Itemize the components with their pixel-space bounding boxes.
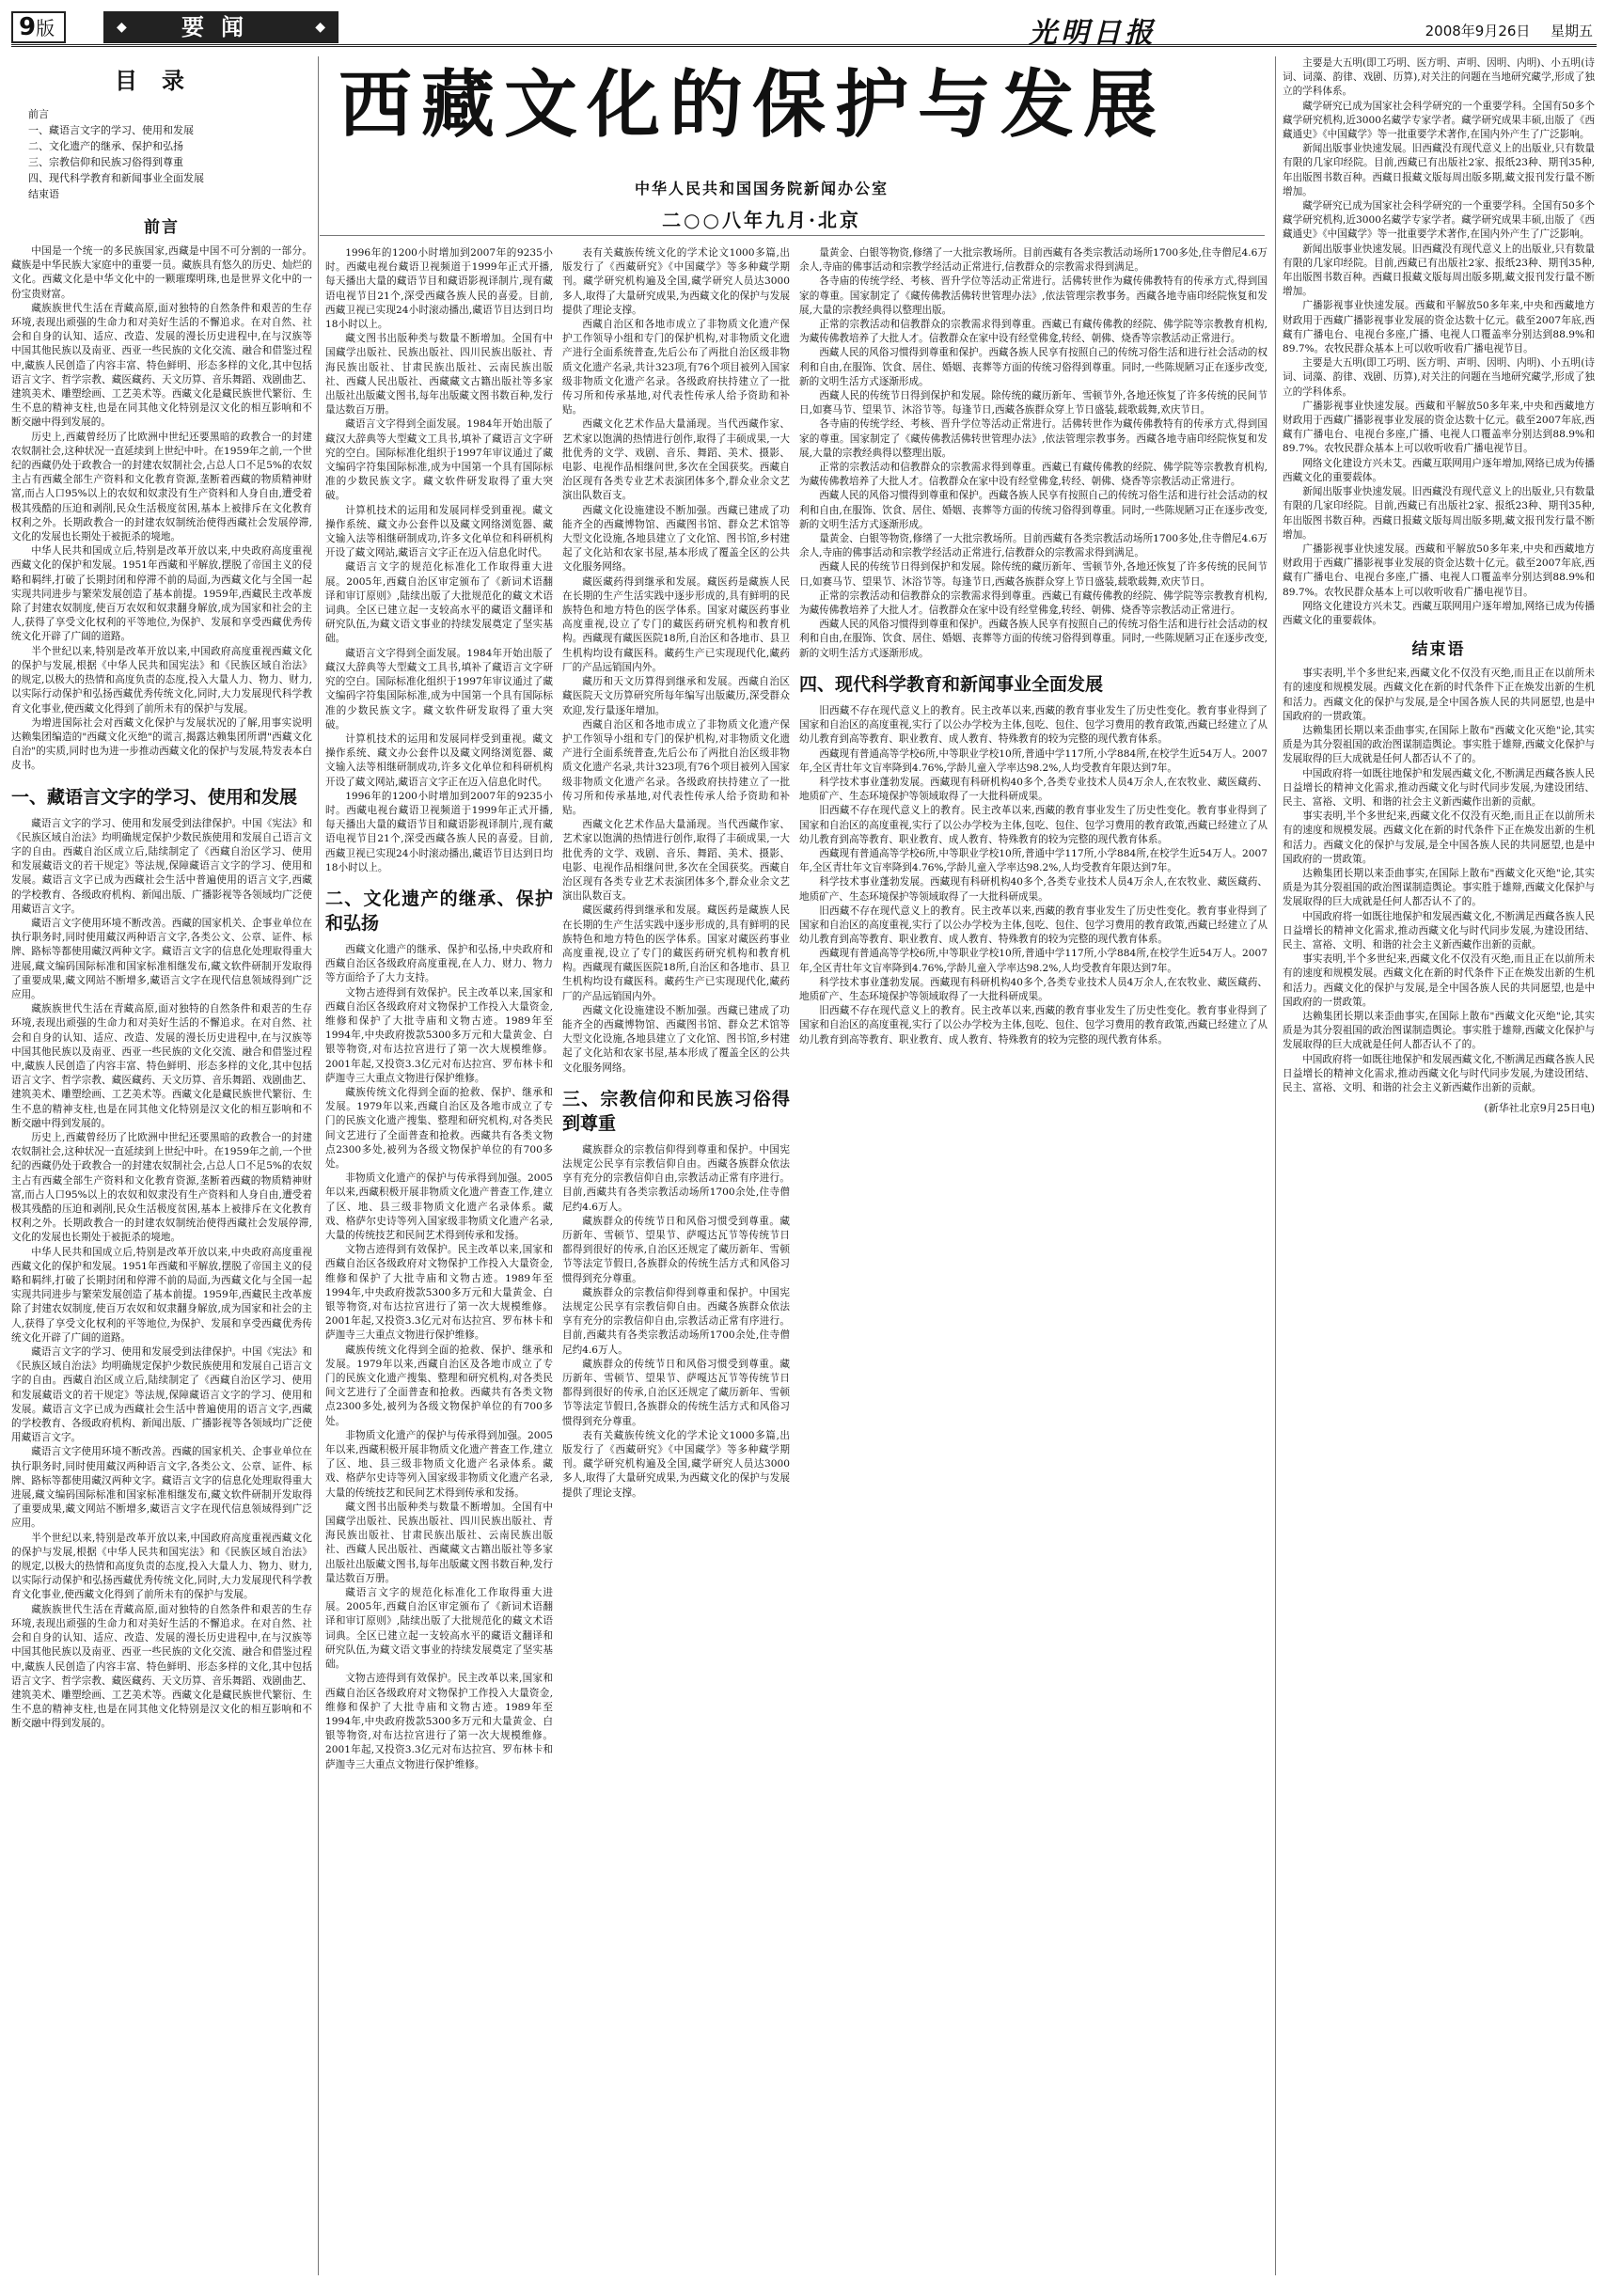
paragraph: 计算机技术的运用和发展同样受到重视。藏文操作系统、藏文办公套件以及藏文网络浏览器、藏文输入法等相继研制成功,许多文化单位和科研机构开设了藏文网站,藏语言文字正在迈入信息化时代。 bbox=[325, 732, 553, 788]
paragraph: 网络文化建设方兴未艾。西藏互联网用户逐年增加,网络已成为传播西藏文化的重要载体。 bbox=[1283, 457, 1595, 483]
paragraph: 文物古迹得到有效保护。民主改革以来,国家和西藏自治区各级政府对文物保护工作投入大量资金,维修和保护了大批寺庙和文物古迹。1989年至1994年,中央政府拨款5300多万元和大量黄金、白银等物资,对布达拉宫进行了第一次大规模维修。2001年起,又投资3.3亿元对布达拉宫、罗布林卡和萨迦寺三大重点文物进行保护维修。 bbox=[325, 1244, 553, 1342]
paragraph: 达赖集团长期以来歪曲事实,在国际上散布"西藏文化灭绝"论,其实质是为其分裂祖国的政治图谋制造舆论。事实胜于雄辩,西藏文化保护与发展取得的巨大成就是任何人都否认不了的。 bbox=[1283, 724, 1595, 765]
paragraph: 旧西藏不存在现代意义上的教育。民主改革以来,西藏的教育事业发生了历史性变化。教育事业得到了国家和自治区的高度重视,实行了以公办学校为主体,包吃、包住、包学习费用的教育政策,西藏已经建立了从幼儿教育到高等教育、职业教育、成人教育、特殊教育的较为完整的现代教育体系。 bbox=[799, 805, 1267, 845]
headline-divider bbox=[320, 235, 1265, 236]
paragraph: 藏语言文字的学习、使用和发展受到法律保护。中国《宪法》和《民族区域自治法》均明确规定保护少数民族使用和发展自己语言文字的自由。西藏自治区成立后,陆续制定了《西藏自治区学习、使用和发展藏语文的若干规定》等法规,保障藏语言文字的学习、使用和发展。藏语言文字已成为西藏社会生活中普遍使用的语言文字,西藏的学校教育、各级政府机构、新闻出版、广播影视等各领域均广泛使用藏语言文字。 bbox=[11, 1346, 312, 1444]
paragraph: 藏族传统文化得到全面的抢救、保护、继承和发展。1979年以来,西藏自治区及各地市成立了专门的民族文化遗产搜集、整理和研究机构,对各类民间文艺进行了全面普查和抢救。西藏共有各类文物点2300多处,被列为各级文物保护单位的有700多处。 bbox=[325, 1344, 553, 1427]
paragraph: 藏族群众的传统节日和风俗习惯受到尊重。藏历新年、雪顿节、望果节、萨嘎达瓦节等传统节日都得到很好的传承,自治区还规定了藏历新年、雪顿节等法定节假日,各族群众的传统生活方式和风俗习惯得到充分尊重。 bbox=[562, 1358, 790, 1427]
paragraph: 藏文图书出版种类与数量不断增加。全国有中国藏学出版社、民族出版社、四川民族出版社、青海民族出版社、甘肃民族出版社、云南民族出版社、西藏人民出版社、西藏藏文古籍出版社等多家出版社出版藏文图书,每年出版藏文图书数百种,发行量达数百万册。 bbox=[325, 333, 553, 417]
paragraph: 藏历和天文历算得到继承和发展。西藏自治区藏医院天文历算研究所每年编写出版藏历,深受群众欢迎,发行量逐年增加。 bbox=[562, 676, 790, 716]
paragraph: 计算机技术的运用和发展同样受到重视。藏文操作系统、藏文办公套件以及藏文网络浏览器、藏文输入法等相继研制成功,许多文化单位和科研机构开设了藏文网站,藏语言文字正在迈入信息化时代。 bbox=[325, 504, 553, 559]
section-heading-1: 一、藏语言文字的学习、使用和发展 bbox=[11, 786, 298, 808]
paragraph: 1996年的1200小时增加到2007年的9235小时。西藏电视台藏语卫视频道于1999年正式开播,每天播出大量的藏语节目和藏语影视译制片,现有藏语电视节目21个,深受西藏各族人民的喜爱。目前,西藏卫视已实现24小时滚动播出,藏语节目达到日均18小时以上。 bbox=[325, 790, 553, 873]
paragraph: 广播影视事业快速发展。西藏和平解放50多年来,中央和西藏地方财政用于西藏广播影视事业发展的资金达数十亿元。截至2007年底,西藏有广播电台、电视台多座,广播、电视人口覆盖率分别达到88.9%和89.7%。农牧民群众基本上可以收听收看广播电视节目。 bbox=[1283, 400, 1595, 455]
paragraph: 为增进国际社会对西藏文化保护与发展状况的了解,用事实说明达赖集团编造的"西藏文化灭绝"的谎言,揭露达赖集团所谓"西藏文化自治"的实质,同时也为进一步推动西藏文化的保护与发展,特发表本白皮书。 bbox=[11, 716, 312, 772]
page-number-value: 9 bbox=[19, 13, 37, 41]
paragraph: 旧西藏不存在现代意义上的教育。民主改革以来,西藏的教育事业发生了历史性变化。教育事业得到了国家和自治区的高度重视,实行了以公办学校为主体,包吃、包住、包学习费用的教育政策,西藏已经建立了从幼儿教育到高等教育、职业教育、成人教育、特殊教育的较为完整的现代教育体系。 bbox=[799, 904, 1267, 946]
column-1 bbox=[11, 56, 312, 2285]
paragraph: 西藏现有普通高等学校6所,中等职业学校10所,普通中学117所,小学884所,在校学生近54万人。2007年,全区青壮年文盲率降到4.76%,学龄儿童入学率达98.2%,人均受教育年限达到7年。 bbox=[799, 948, 1267, 974]
paragraph: 西藏文化设施建设不断加强。西藏已建成了功能齐全的西藏博物馆、西藏图书馆、群众艺术馆等大型文化设施,各地县建立了文化馆、图书馆,乡村建起了文化站和农家书屋,基本形成了覆盖全区的公共文化服务网络。 bbox=[562, 504, 790, 574]
paragraph: 半个世纪以来,特别是改革开放以来,中国政府高度重视西藏文化的保护与发展,根据《中华人民共和国宪法》和《民族区域自治法》的规定,以极大的热情和高度负责的态度,投入大量人力、物力、财力,以实际行动保护和弘扬西藏优秀传统文化,同时,大力发展现代科学教育文化事业,使西藏文化得到了前所未有的保护与发展。 bbox=[11, 645, 312, 715]
paragraph: 各寺庙的传统学经、考核、晋升学位等活动正常进行。活佛转世作为藏传佛教特有的传承方式,得到国家的尊重。国家制定了《藏传佛教活佛转世管理办法》,依法管理宗教事务。西藏各地寺庙印经院恢复和发展,大量的宗教经典得以整理出版。 bbox=[799, 418, 1267, 459]
paragraph: 西藏文化艺术作品大量涌现。当代西藏作家、艺术家以饱满的热情进行创作,取得了丰硕成果,一大批优秀的文学、戏剧、音乐、舞蹈、美术、摄影、电影、电视作品相继问世,多次在全国获奖。西藏自治区现有各类专业艺术表演团体多个,群众业余文艺演出队数百支。 bbox=[562, 418, 790, 502]
toc-item[interactable]: 前言 bbox=[28, 108, 49, 120]
paragraph: 藏语言文字的规范化标准化工作取得重大进展。2005年,西藏自治区审定颁布了《新词术语翻译和审订原则》,陆续出版了大批规范化的藏文术语词典。全区已建立起一支较高水平的藏语文翻译和研究队伍,为藏文语文事业的持续发展奠定了坚实基础。 bbox=[325, 561, 553, 645]
page-number bbox=[11, 11, 66, 43]
paragraph: 正常的宗教活动和信教群众的宗教需求得到尊重。西藏已有藏传佛教的经院、佛学院等宗教教育机构,为藏传佛教培养了大批人才。信教群众在家中设有经堂佛龛,转经、朝佛、烧香等宗教活动正常进行。 bbox=[799, 462, 1267, 488]
paragraph: 事实表明,半个多世纪来,西藏文化不仅没有灭绝,而且正在以前所未有的速度和规模发展。西藏文化在新的时代条件下正在焕发出新的生机和活力。西藏文化的保护与发展,是全中国各族人民的共同愿望,也是中国政府的一贯政策。 bbox=[1283, 810, 1595, 865]
paragraph: 藏语言文字使用环境不断改善。西藏的国家机关、企事业单位在执行职务时,同时使用藏汉两种语言文字,各类公文、公章、证件、标牌、路标等都使用藏汉两种文字。藏语言文字的信息化处理取得重大进展,藏文编码国际标准和国家标准相继发布,藏文软件研制开发取得了重要成果,藏文网站不断增多,藏语言文字在现代信息领域得到广泛应用。 bbox=[11, 1446, 312, 1530]
masthead bbox=[11, 9, 1597, 50]
paragraph: 西藏自治区和各地市成立了非物质文化遗产保护工作领导小组和专门的保护机构,对非物质文化遗产进行全面系统普查,先后公布了两批自治区级非物质文化遗产名录,共计323项,有76个项目被列入国家级非物质文化遗产名录。各级政府扶持建立了一批传习所和传承基地,对代表性传承人给予资助和补贴。 bbox=[562, 718, 790, 816]
section-heading-preface: 前言 bbox=[144, 218, 180, 237]
paragraph: 正常的宗教活动和信教群众的宗教需求得到尊重。西藏已有藏传佛教的经院、佛学院等宗教教育机构,为藏传佛教培养了大批人才。信教群众在家中设有经堂佛龛,转经、朝佛、烧香等宗教活动正常进行。 bbox=[799, 590, 1267, 617]
paragraph: 科学技术事业蓬勃发展。西藏现有科研机构40多个,各类专业技术人员4万余人,在农牧业、藏医藏药、地质矿产、生态环境保护等领域取得了一大批科研成果。 bbox=[799, 776, 1267, 803]
paragraph: 中国政府将一如既往地保护和发展西藏文化,不断满足西藏各族人民日益增长的精神文化需求,推动西藏文化与时代同步发展,为建设团结、民主、富裕、文明、和谐的社会主义新西藏作出新的贡献。 bbox=[1283, 910, 1595, 951]
paragraph: 半个世纪以来,特别是改革开放以来,中国政府高度重视西藏文化的保护与发展,根据《中华人民共和国宪法》和《民族区域自治法》的规定,以极大的热情和高度负责的态度,投入大量人力、物力、财力,以实际行动保护和弘扬西藏优秀传统文化,同时,大力发展现代科学教育文化事业,使西藏文化得到了前所未有的保护与发展。 bbox=[11, 1532, 312, 1601]
article-author: 中华人民共和国国务院新闻办公室 bbox=[634, 180, 889, 197]
page-unit: 版 bbox=[36, 17, 55, 39]
column-3 bbox=[562, 246, 790, 2285]
paragraph: 广播影视事业快速发展。西藏和平解放50多年来,中央和西藏地方财政用于西藏广播影视事业发展的资金达数十亿元。截至2007年底,西藏有广播电台、电视台多座,广播、电视人口覆盖率分别达到88.9%和89.7%。农牧民群众基本上可以收听收看广播电视节目。 bbox=[1283, 300, 1595, 355]
paragraph: 表有关藏族传统文化的学术论文1000多篇,出版发行了《西藏研究》《中国藏学》等多种藏学期刊。藏学研究机构遍及全国,藏学研究人员达3000多人,取得了大量研究成果,为西藏文化的保护与发展提供了理论支撑。 bbox=[562, 247, 790, 316]
section-heading-conclusion: 结束语 bbox=[1411, 640, 1466, 660]
paragraph: 藏族族世代生活在青藏高原,面对独特的自然条件和艰苦的生存环境,表现出顽强的生命力和对美好生活的不懈追求。在对自然、社会和自身的认知、适应、改造、发展的漫长历史进程中,在与汉族等中国其他民族以及南亚、西亚一些民族的文化交流、融合和借鉴过程中,藏族人民创造了内容丰富、特色鲜明、形态多样的文化,其中包括语言文字、哲学宗教、藏医藏药、天文历算、音乐舞蹈、戏剧曲艺、建筑美术、雕塑绘画、工艺美术等。西藏文化是藏民族世代繁衍、生生不息的精神支柱,也是在同其他文化特别是汉文化的相互影响和不断交融中得到发展的。 bbox=[11, 1603, 312, 1730]
column-4 bbox=[799, 246, 1267, 2285]
paragraph: 藏医藏药得到继承和发展。藏医药是藏族人民在长期的生产生活实践中逐步形成的,具有鲜明的民族特色和地方特色的医学体系。国家对藏医药事业高度重视,设立了专门的藏医药研究机构和教育机构。西藏现有藏医医院18所,自治区和各地市、县卫生机构均设有藏医科。藏药生产已实现现代化,藏药厂的产品远销国内外。 bbox=[562, 575, 790, 673]
toc-title: 目录 bbox=[115, 67, 209, 94]
article-title: 西藏文化的保护与发展 bbox=[338, 62, 1166, 148]
paragraph: 西藏文化遗产的继承、保护和弘扬,中央政府和西藏自治区各级政府高度重视,在人力、财力、物力等方面给予了大力支持。 bbox=[325, 943, 553, 984]
paragraph: 西藏自治区和各地市成立了非物质文化遗产保护工作领导小组和专门的保护机构,对非物质文化遗产进行全面系统普查,先后公布了两批自治区级非物质文化遗产名录,共计323项,有76个项目被列入国家级非物质文化遗产名录。各级政府扶持建立了一批传习所和传承基地,对代表性传承人给予资助和补贴。 bbox=[562, 319, 790, 417]
toc-item[interactable]: 二、文化遗产的继承、保护和弘扬 bbox=[28, 140, 183, 152]
table-of-contents bbox=[11, 106, 312, 202]
section-heading-4: 四、现代科学教育和新闻事业全面发展 bbox=[799, 673, 1104, 695]
paragraph: 量黄金、白银等物资,修缮了一大批宗教场所。目前西藏有各类宗教活动场所1700多处,住寺僧尼4.6万余人,寺庙的佛事活动和宗教学经活动正常进行,信教群众的宗教需求得到满足。 bbox=[799, 533, 1267, 559]
paragraph: 历史上,西藏曾经历了比欧洲中世纪还要黑暗的政教合一的封建农奴制社会,这种状况一直延续到上世纪中叶。在1959年之前,一个世纪的西藏仍处于政教合一的封建农奴制社会,占总人口不足5%的农奴主占有西藏全部生产资料和文化教育资源,垄断着西藏的物质精神财富,而占人口95%以上的农奴和奴隶没有生产资料和人身自由,遭受着极其残酷的压迫和剥削,民众生活极度贫困,基本上被排斥在文化教育权利之外。长期政教合一的封建农奴制统治使得西藏社会发展停滞,文化的发展也长期处于被扼杀的境地。 bbox=[11, 431, 312, 543]
paragraph: 旧西藏不存在现代意义上的教育。民主改革以来,西藏的教育事业发生了历史性变化。教育事业得到了国家和自治区的高度重视,实行了以公办学校为主体,包吃、包住、包学习费用的教育政策,西藏已经建立了从幼儿教育到高等教育、职业教育、成人教育、特殊教育的较为完整的现代教育体系。 bbox=[799, 1005, 1267, 1046]
paragraph: 非物质文化遗产的保护与传承得到加强。2005年以来,西藏积极开展非物质文化遗产普查工作,建立了区、地、县三级非物质文化遗产名录体系。藏戏、格萨尔史诗等列入国家级非物质文化遗产名录,大量的传统技艺和民间艺术得到传承和发扬。 bbox=[325, 1429, 553, 1499]
paragraph: 中华人民共和国成立后,特别是改革开放以来,中央政府高度重视西藏文化的保护和发展。1951年西藏和平解放,摆脱了帝国主义的侵略和羁绊,打破了长期封闭和停滞不前的局面,为西藏文化与全国一起实现共同进步与繁荣发展创造了基本前提。1959年,西藏民主改革废除了封建农奴制度,使百万农奴和奴隶翻身解放,成为国家和社会的主人,获得了享受文化权利的平等地位,为保护、发展和享受西藏优秀传统文化开辟了广阔的道路。 bbox=[11, 1246, 312, 1344]
paragraph: 文物古迹得到有效保护。民主改革以来,国家和西藏自治区各级政府对文物保护工作投入大量资金,维修和保护了大批寺庙和文物古迹。1989年至1994年,中央政府拨款5300多万元和大量黄金、白银等物资,对布达拉宫进行了第一次大规模维修。2001年起,又投资3.3亿元对布达拉宫、罗布林卡和萨迦寺三大重点文物进行保护维修。 bbox=[325, 1673, 553, 1770]
paragraph: 量黄金、白银等物资,修缮了一大批宗教场所。目前西藏有各类宗教活动场所1700多处,住寺僧尼4.6万余人,寺庙的佛事活动和宗教学经活动正常进行,信教群众的宗教需求得到满足。 bbox=[799, 247, 1267, 274]
column-5 bbox=[1283, 56, 1595, 2285]
column-divider bbox=[318, 56, 319, 2275]
newspaper-logo: 光明日报 bbox=[1029, 17, 1157, 50]
paragraph: 藏族群众的宗教信仰得到尊重和保护。中国宪法规定公民享有宗教信仰自由。西藏各族群众依法享有充分的宗教信仰自由,宗教活动正常有序进行。目前,西藏共有各类宗教活动场所1700余处,住寺僧尼约4.6万人。 bbox=[562, 1143, 790, 1213]
paragraph: 主要是大五明(即工巧明、医方明、声明、因明、内明)、小五明(诗词、词藻、韵律、戏剧、历算),对关注的问题在当地研究藏学,形成了独立的学科体系。 bbox=[1283, 357, 1595, 398]
paragraph: 广播影视事业快速发展。西藏和平解放50多年来,中央和西藏地方财政用于西藏广播影视事业发展的资金达数十亿元。截至2007年底,西藏有广播电台、电视台多座,广播、电视人口覆盖率分别达到88.9%和89.7%。农牧民群众基本上可以收听收看广播电视节目。 bbox=[1283, 543, 1595, 598]
issue-date bbox=[1425, 21, 1593, 40]
section-heading-2: 二、文化遗产的继承、保护和弘扬 bbox=[325, 888, 553, 934]
paragraph: 西藏人民的风俗习惯得到尊重和保护。西藏各族人民享有按照自己的传统习俗生活和进行社会活动的权利和自由,在服饰、饮食、居住、婚姻、丧葬等方面的传统习俗得到尊重。同时,一些陈规陋习正在逐步改变,新的文明生活方式逐渐形成。 bbox=[799, 490, 1267, 530]
paragraph: 科学技术事业蓬勃发展。西藏现有科研机构40多个,各类专业技术人员4万余人,在农牧业、藏医藏药、地质矿产、生态环境保护等领域取得了一大批科研成果。 bbox=[799, 976, 1267, 1002]
paragraph: 中华人民共和国成立后,特别是改革开放以来,中央政府高度重视西藏文化的保护和发展。1951年西藏和平解放,摆脱了帝国主义的侵略和羁绊,打破了长期封闭和停滞不前的局面,为西藏文化与全国一起实现共同进步与繁荣发展创造了基本前提。1959年,西藏民主改革废除了封建农奴制度,使百万农奴和奴隶翻身解放,成为国家和社会的主人,获得了享受文化权利的平等地位,为保护、发展和享受西藏优秀传统文化开辟了广阔的道路。 bbox=[11, 545, 312, 643]
column-divider bbox=[1275, 56, 1276, 2275]
paragraph: 事实表明,半个多世纪来,西藏文化不仅没有灭绝,而且正在以前所未有的速度和规模发展。西藏文化在新的时代条件下正在焕发出新的生机和活力。西藏文化的保护与发展,是全中国各族人民的共同愿望,也是中国政府的一贯政策。 bbox=[1283, 668, 1595, 722]
paragraph: 新闻出版事业快速发展。旧西藏没有现代意义上的出版业,只有数量有限的几家印经院。目前,西藏已有出版社2家、报纸23种、期刊35种,年出版图书数百种。西藏日报藏文版每周出版多期,藏文报刊发行量不断增加。 bbox=[1283, 486, 1595, 541]
paragraph: 表有关藏族传统文化的学术论文1000多篇,出版发行了《西藏研究》《中国藏学》等多种藏学期刊。藏学研究机构遍及全国,藏学研究人员达3000多人,取得了大量研究成果,为西藏文化的保护与发展提供了理论支撑。 bbox=[562, 1429, 790, 1499]
paragraph: 藏族群众的宗教信仰得到尊重和保护。中国宪法规定公民享有宗教信仰自由。西藏各族群众依法享有充分的宗教信仰自由,宗教活动正常有序进行。目前,西藏共有各类宗教活动场所1700余处,住寺僧尼约4.6万人。 bbox=[562, 1286, 790, 1356]
paragraph: 各寺庙的传统学经、考核、晋升学位等活动正常进行。活佛转世作为藏传佛教特有的传承方式,得到国家的尊重。国家制定了《藏传佛教活佛转世管理办法》,依法管理宗教事务。西藏各地寺庙印经院恢复和发展,大量的宗教经典得以整理出版。 bbox=[799, 275, 1267, 316]
paragraph: 藏文图书出版种类与数量不断增加。全国有中国藏学出版社、民族出版社、四川民族出版社、青海民族出版社、甘肃民族出版社、云南民族出版社、西藏人民出版社、西藏藏文古籍出版社等多家出版社出版藏文图书,每年出版藏文图书数百种,发行量达数百万册。 bbox=[325, 1501, 553, 1584]
paragraph: 西藏人民的传统节日得到保护和发展。除传统的藏历新年、雪顿节外,各地还恢复了许多传统的民间节日,如赛马节、望果节、沐浴节等。每逢节日,西藏各族群众穿上节日盛装,载歌载舞,欢庆节日。 bbox=[799, 561, 1267, 588]
paragraph: 旧西藏不存在现代意义上的教育。民主改革以来,西藏的教育事业发生了历史性变化。教育事业得到了国家和自治区的高度重视,实行了以公办学校为主体,包吃、包住、包学习费用的教育政策,西藏已经建立了从幼儿教育到高等教育、职业教育、成人教育、特殊教育的较为完整的现代教育体系。 bbox=[799, 704, 1267, 746]
paragraph: 藏族群众的传统节日和风俗习惯受到尊重。藏历新年、雪顿节、望果节、萨嘎达瓦节等传统节日都得到很好的传承,自治区还规定了藏历新年、雪顿节等法定节假日,各族群众的传统生活方式和风俗习惯得到充分尊重。 bbox=[562, 1215, 790, 1284]
paragraph: 藏语言文字的规范化标准化工作取得重大进展。2005年,西藏自治区审定颁布了《新词术语翻译和审订原则》,陆续出版了大批规范化的藏文术语词典。全区已建立起一支较高水平的藏语文翻译和研究队伍,为藏文语文事业的持续发展奠定了坚实基础。 bbox=[325, 1587, 553, 1671]
paragraph: 科学技术事业蓬勃发展。西藏现有科研机构40多个,各类专业技术人员4万余人,在农牧业、藏医藏药、地质矿产、生态环境保护等领域取得了一大批科研成果。 bbox=[799, 876, 1267, 903]
paragraph: 事实表明,半个多世纪来,西藏文化不仅没有灭绝,而且正在以前所未有的速度和规模发展。西藏文化在新的时代条件下正在焕发出新的生机和活力。西藏文化的保护与发展,是全中国各族人民的共同愿望,也是中国政府的一贯政策。 bbox=[1283, 953, 1595, 1008]
paragraph: 藏医藏药得到继承和发展。藏医药是藏族人民在长期的生产生活实践中逐步形成的,具有鲜明的民族特色和地方特色的医学体系。国家对藏医药事业高度重视,设立了专门的藏医药研究机构和教育机构。西藏现有藏医医院18所,自治区和各地市、县卫生机构均设有藏医科。藏药生产已实现现代化,藏药厂的产品远销国内外。 bbox=[562, 904, 790, 1002]
paragraph: 历史上,西藏曾经历了比欧洲中世纪还要黑暗的政教合一的封建农奴制社会,这种状况一直延续到上世纪中叶。在1959年之前,一个世纪的西藏仍处于政教合一的封建农奴制社会,占总人口不足5%的农奴主占有西藏全部生产资料和文化教育资源,垄断着西藏的物质精神财富,而占人口95%以上的农奴和奴隶没有生产资料和人身自由,遭受着极其残酷的压迫和剥削,民众生活极度贫困,基本上被排斥在文化教育权利之外。长期政教合一的封建农奴制统治使得西藏社会发展停滞,文化的发展也长期处于被扼杀的境地。 bbox=[11, 1131, 312, 1244]
paragraph: 新闻出版事业快速发展。旧西藏没有现代意义上的出版业,只有数量有限的几家印经院。目前,西藏已有出版社2家、报纸23种、期刊35种,年出版图书数百种。西藏日报藏文版每周出版多期,藏文报刊发行量不断增加。 bbox=[1283, 243, 1595, 298]
paragraph: 中国政府将一如既往地保护和发展西藏文化,不断满足西藏各族人民日益增长的精神文化需求,推动西藏文化与时代同步发展,为建设团结、民主、富裕、文明、和谐的社会主义新西藏作出新的贡献。 bbox=[1283, 1053, 1595, 1094]
paragraph: 藏学研究已成为国家社会科学研究的一个重要学科。全国有50多个藏学研究机构,近3000名藏学专家学者。藏学研究成果丰硕,出版了《西藏通史》《中国藏学》等一批重要学术著作,在国内外产生了广泛影响。 bbox=[1283, 200, 1595, 241]
paragraph: 非物质文化遗产的保护与传承得到加强。2005年以来,西藏积极开展非物质文化遗产普查工作,建立了区、地、县三级非物质文化遗产名录体系。藏戏、格萨尔史诗等列入国家级非物质文化遗产名录,大量的传统技艺和民间艺术得到传承和发扬。 bbox=[325, 1172, 553, 1241]
paragraph: 藏族族世代生活在青藏高原,面对独特的自然条件和艰苦的生存环境,表现出顽强的生命力和对美好生活的不懈追求。在对自然、社会和自身的认知、适应、改造、发展的漫长历史进程中,在与汉族等中国其他民族以及南亚、西亚一些民族的文化交流、融合和借鉴过程中,藏族人民创造了内容丰富、特色鲜明、形态多样的文化,其中包括语言文字、哲学宗教、藏医藏药、天文历算、音乐舞蹈、戏剧曲艺、建筑美术、雕塑绘画、工艺美术等。西藏文化是藏民族世代繁衍、生生不息的精神支柱,也是在同其他文化特别是汉文化的相互影响和不断交融中得到发展的。 bbox=[11, 302, 312, 429]
paragraph: 藏语言文字得到全面发展。1984年开始出版了藏汉大辞典等大型藏文工具书,填补了藏语言文字研究的空白。国际标准化组织于1997年审议通过了藏文编码字符集国际标准,成为中国第一个具有国际标准的少数民族文字。藏文软件研发取得了重大突破。 bbox=[325, 418, 553, 502]
paragraph: 西藏人民的传统节日得到保护和发展。除传统的藏历新年、雪顿节外,各地还恢复了许多传统的民间节日,如赛马节、望果节、沐浴节等。每逢节日,西藏各族群众穿上节日盛装,载歌载舞,欢庆节日。 bbox=[799, 390, 1267, 417]
paragraph: 达赖集团长期以来歪曲事实,在国际上散布"西藏文化灭绝"论,其实质是为其分裂祖国的政治图谋制造舆论。事实胜于雄辩,西藏文化保护与发展取得的巨大成就是任何人都否认不了的。 bbox=[1283, 1011, 1595, 1051]
weekday-text: 星期五 bbox=[1550, 23, 1593, 39]
paragraph: 西藏现有普通高等学校6所,中等职业学校10所,普通中学117所,小学884所,在校学生近54万人。2007年,全区青壮年文盲率降到4.76%,学龄儿童入学率达98.2%,人均受教育年限达到7年。 bbox=[799, 847, 1267, 874]
paragraph: 藏语言文字的学习、使用和发展受到法律保护。中国《宪法》和《民族区域自治法》均明确规定保护少数民族使用和发展自己语言文字的自由。西藏自治区成立后,陆续制定了《西藏自治区学习、使用和发展藏语文的若干规定》等法规,保障藏语言文字的学习、使用和发展。藏语言文字已成为西藏社会生活中普遍使用的语言文字,西藏的学校教育、各级政府机构、新闻出版、广播影视等各领域均广泛使用藏语言文字。 bbox=[11, 817, 312, 915]
toc-item[interactable]: 一、藏语言文字的学习、使用和发展 bbox=[28, 124, 194, 136]
paragraph: 藏语言文字使用环境不断改善。西藏的国家机关、企事业单位在执行职务时,同时使用藏汉两种语言文字,各类公文、公章、证件、标牌、路标等都使用藏汉两种文字。藏语言文字的信息化处理取得重大进展,藏文编码国际标准和国家标准相继发布,藏文软件研制开发取得了重要成果,藏文网站不断增多,藏语言文字在现代信息领域得到广泛应用。 bbox=[11, 917, 312, 1000]
paragraph: 藏语言文字得到全面发展。1984年开始出版了藏汉大辞典等大型藏文工具书,填补了藏语言文字研究的空白。国际标准化组织于1997年审议通过了藏文编码字符集国际标准,成为中国第一个具有国际标准的少数民族文字。藏文软件研发取得了重大突破。 bbox=[325, 647, 553, 731]
paragraph: 新闻出版事业快速发展。旧西藏没有现代意义上的出版业,只有数量有限的几家印经院。目前,西藏已有出版社2家、报纸23种、期刊35种,年出版图书数百种。西藏日报藏文版每周出版多期,藏文报刊发行量不断增加。 bbox=[1283, 143, 1595, 197]
paragraph: 中国是一个统一的多民族国家,西藏是中国不可分割的一部分。藏族是中华民族大家庭中的重要一员。藏族具有悠久的历史、灿烂的文化。西藏文化是中华文化中的一颗璀璨明珠,也是世界文化中的一份宝贵财富。 bbox=[11, 245, 312, 300]
paragraph: 西藏现有普通高等学校6所,中等职业学校10所,普通中学117所,小学884所,在校学生近54万人。2007年,全区青壮年文盲率降到4.76%,学龄儿童入学率达98.2%,人均受教育年限达到7年。 bbox=[799, 747, 1267, 774]
toc-item[interactable]: 结束语 bbox=[28, 188, 59, 200]
paragraph: 藏学研究已成为国家社会科学研究的一个重要学科。全国有50多个藏学研究机构,近3000名藏学专家学者。藏学研究成果丰硕,出版了《西藏通史》《中国藏学》等一批重要学术著作,在国内外产生了广泛影响。 bbox=[1283, 100, 1595, 141]
paragraph: 西藏文化设施建设不断加强。西藏已建成了功能齐全的西藏博物馆、西藏图书馆、群众艺术馆等大型文化设施,各地县建立了文化馆、图书馆,乡村建起了文化站和农家书屋,基本形成了覆盖全区的公共文化服务网络。 bbox=[562, 1004, 790, 1074]
paragraph: 藏族传统文化得到全面的抢救、保护、继承和发展。1979年以来,西藏自治区及各地市成立了专门的民族文化遗产搜集、整理和研究机构,对各类民间文艺进行了全面普查和抢救。西藏共有各类文物点2300多处,被列为各级文物保护单位的有700多处。 bbox=[325, 1086, 553, 1170]
section-heading-3: 三、宗教信仰和民族习俗得到尊重 bbox=[562, 1088, 790, 1134]
paragraph: 西藏文化艺术作品大量涌现。当代西藏作家、艺术家以饱满的热情进行创作,取得了丰硕成果,一大批优秀的文学、戏剧、音乐、舞蹈、美术、摄影、电影、电视作品相继问世,多次在全国获奖。西藏自治区现有各类专业艺术表演团体多个,群众业余文艺演出队数百支。 bbox=[562, 819, 790, 903]
section-label: ◆ 要闻 ◆ bbox=[103, 11, 339, 43]
paragraph: 网络文化建设方兴未艾。西藏互联网用户逐年增加,网络已成为传播西藏文化的重要载体。 bbox=[1283, 600, 1595, 626]
toc-item[interactable]: 三、宗教信仰和民族习俗得到尊重 bbox=[28, 156, 183, 168]
date-text: 2008年9月26日 bbox=[1425, 23, 1531, 39]
paragraph: 文物古迹得到有效保护。民主改革以来,国家和西藏自治区各级政府对文物保护工作投入大量资金,维修和保护了大批寺庙和文物古迹。1989年至1994年,中央政府拨款5300多万元和大量黄金、白银等物资,对布达拉宫进行了第一次大规模维修。2001年起,又投资3.3亿元对布达拉宫、罗布林卡和萨迦寺三大重点文物进行保护维修。 bbox=[325, 986, 553, 1084]
paragraph: 西藏人民的风俗习惯得到尊重和保护。西藏各族人民享有按照自己的传统习俗生活和进行社会活动的权利和自由,在服饰、饮食、居住、婚姻、丧葬等方面的传统习俗得到尊重。同时,一些陈规陋习正在逐步改变,新的文明生活方式逐渐形成。 bbox=[799, 619, 1267, 659]
article-dateline: 二○○八年九月·北京 bbox=[662, 209, 861, 231]
paragraph: 西藏人民的风俗习惯得到尊重和保护。西藏各族人民享有按照自己的传统习俗生活和进行社会活动的权利和自由,在服饰、饮食、居住、婚姻、丧葬等方面的传统习俗得到尊重。同时,一些陈规陋习正在逐步改变,新的文明生活方式逐渐形成。 bbox=[799, 347, 1267, 387]
paragraph: 达赖集团长期以来歪曲事实,在国际上散布"西藏文化灭绝"论,其实质是为其分裂祖国的政治图谋制造舆论。事实胜于雄辩,西藏文化保护与发展取得的巨大成就是任何人都否认不了的。 bbox=[1283, 867, 1595, 908]
paragraph: 中国政府将一如既往地保护和发展西藏文化,不断满足西藏各族人民日益增长的精神文化需求,推动西藏文化与时代同步发展,为建设团结、民主、富裕、文明、和谐的社会主义新西藏作出新的贡献。 bbox=[1283, 767, 1595, 808]
paragraph: 主要是大五明(即工巧明、医方明、声明、因明、内明)、小五明(诗词、词藻、韵律、戏剧、历算),对关注的问题在当地研究藏学,形成了独立的学科体系。 bbox=[1283, 57, 1595, 98]
news-agency-signature: (新华社北京9月25日电) bbox=[1484, 1102, 1595, 1115]
paragraph: 正常的宗教活动和信教群众的宗教需求得到尊重。西藏已有藏传佛教的经院、佛学院等宗教教育机构,为藏传佛教培养了大批人才。信教群众在家中设有经堂佛龛,转经、朝佛、烧香等宗教活动正常进行。 bbox=[799, 319, 1267, 345]
paragraph: 1996年的1200小时增加到2007年的9235小时。西藏电视台藏语卫视频道于1999年正式开播,每天播出大量的藏语节目和藏语影视译制片,现有藏语电视节目21个,深受西藏各族人民的喜爱。目前,西藏卫视已实现24小时滚动播出,藏语节目达到日均18小时以上。 bbox=[325, 247, 553, 331]
toc-item[interactable]: 四、现代科学教育和新闻事业全面发展 bbox=[28, 172, 204, 184]
paragraph: 藏族族世代生活在青藏高原,面对独特的自然条件和艰苦的生存环境,表现出顽强的生命力和对美好生活的不懈追求。在对自然、社会和自身的认知、适应、改造、发展的漫长历史进程中,在与汉族等中国其他民族以及南亚、西亚一些民族的文化交流、融合和借鉴过程中,藏族人民创造了内容丰富、特色鲜明、形态多样的文化,其中包括语言文字、哲学宗教、藏医藏药、天文历算、音乐舞蹈、戏剧曲艺、建筑美术、雕塑绘画、工艺美术等。西藏文化是藏民族世代繁衍、生生不息的精神支柱,也是在同其他文化特别是汉文化的相互影响和不断交融中得到发展的。 bbox=[11, 1003, 312, 1129]
column-2 bbox=[325, 246, 553, 2285]
